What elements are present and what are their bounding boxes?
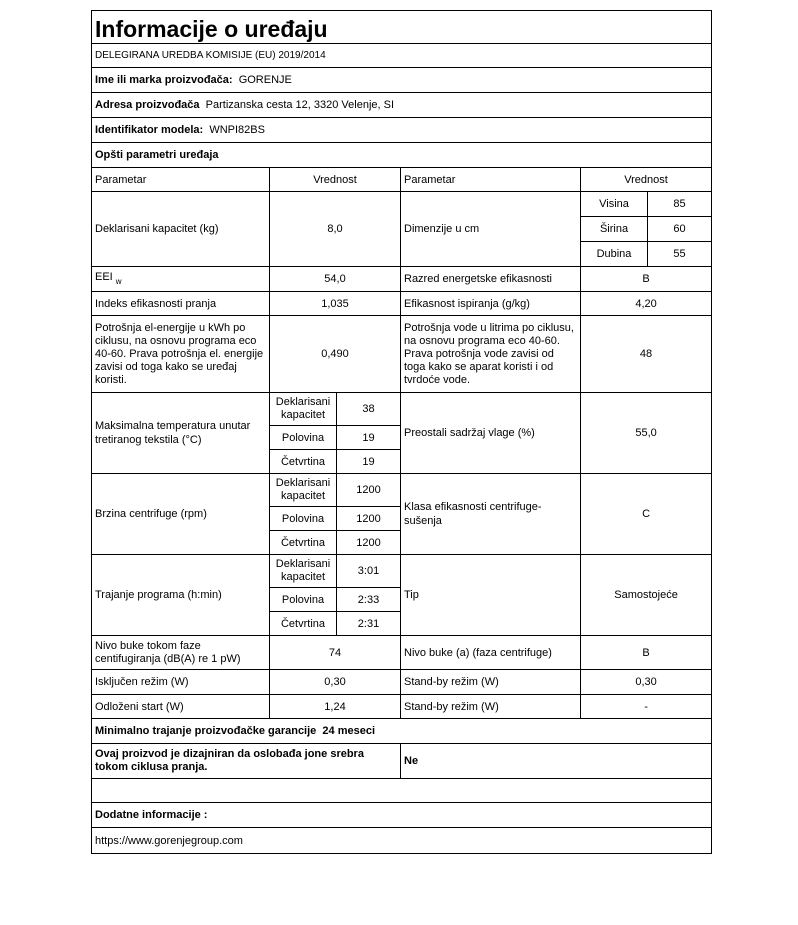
empty-row <box>92 779 712 803</box>
moisture-label: Preostali sadržaj vlage (%) <box>401 393 581 474</box>
address-row <box>92 93 712 118</box>
standby-label-2: Stand-by režim (W) <box>401 695 581 719</box>
model-value: WNPI82BS <box>209 124 265 136</box>
spin-half-label: Polovina <box>270 507 337 531</box>
max-temp-quarter-label: Četvrtina <box>270 450 337 474</box>
energy-consumption-label: Potrošnja el-energije u kWh po ciklusu, na osnovu programa eco 40-60. Prava potrošnja el. energije zavisi od toga kako se uređaj koristi. <box>92 316 270 393</box>
additional-info-label: Dodatne informacije : <box>92 803 712 828</box>
height-label: Visina <box>581 192 648 217</box>
spin-full-value: 1200 <box>337 474 401 507</box>
duration-full-value: 3:01 <box>337 555 401 588</box>
height-value: 85 <box>648 192 712 217</box>
general-section-heading: Opšti parametri uređaja <box>92 143 712 168</box>
silver-ion-value: Ne <box>401 744 712 779</box>
noise-class-value: B <box>581 636 712 670</box>
washing-index-value: 1,035 <box>270 292 401 316</box>
regulation-reference: DELEGIRANA UREDBA KOMISIJE (EU) 2019/2014 <box>92 44 712 68</box>
eei-label: EEI <box>95 270 113 283</box>
noise-value: 74 <box>270 636 401 670</box>
duration-full-label: Deklarisani kapacitet <box>270 555 337 588</box>
energy-class-label: Razred energetske efikasnosti <box>401 267 581 292</box>
spin-class-value: C <box>581 474 712 555</box>
duration-quarter-value: 2:31 <box>337 612 401 636</box>
water-consumption-value: 48 <box>581 316 712 393</box>
spin-full-label: Deklarisani kapacitet <box>270 474 337 507</box>
noise-class-label: Nivo buke (a) (faza centrifuge) <box>401 636 581 670</box>
max-temp-label: Maksimalna temperatura unutar tretiranog tekstila (°C) <box>92 393 270 474</box>
page-title: Informacije o uređaju <box>92 11 712 44</box>
noise-label: Nivo buke tokom faze centifugiranja (dB(A) re 1 pW) <box>92 636 270 670</box>
max-temp-half-value: 19 <box>337 426 401 450</box>
type-label: Tip <box>401 555 581 636</box>
type-value: Samostojeće <box>581 555 712 636</box>
max-temp-quarter-value: 19 <box>337 450 401 474</box>
water-consumption-label: Potrošnja vode u litrima po ciklusu, na osnovu programa eco 40-60. Prava potrošnja vode zavisi od toga kako se aparat koristi i od tvrdoće vode. <box>401 316 581 393</box>
address-value: Partizanska cesta 12, 3320 Velenje, SI <box>205 99 395 111</box>
delay-start-label: Odloženi start (W) <box>92 695 270 719</box>
model-row <box>92 118 712 143</box>
param-header-right: Parametar <box>401 168 581 192</box>
rinsing-label: Efikasnost ispiranja (g/kg) <box>401 292 581 316</box>
depth-value: 55 <box>648 242 712 267</box>
website-link[interactable]: https://www.gorenjegroup.com <box>92 828 712 854</box>
guarantee-value: 24 meseci <box>322 725 376 737</box>
product-info-sheet <box>91 10 712 854</box>
max-temp-full-value: 38 <box>337 393 401 426</box>
duration-quarter-label: Četvrtina <box>270 612 337 636</box>
off-mode-value: 0,30 <box>270 670 401 695</box>
energy-class-value: B <box>581 267 712 292</box>
standby-value-2: - <box>581 695 712 719</box>
washing-index-label: Indeks efikasnosti pranja <box>92 292 270 316</box>
model-label: Identifikator modela: <box>95 124 204 136</box>
off-mode-label: Isključen režim (W) <box>92 670 270 695</box>
duration-label: Trajanje programa (h:min) <box>92 555 270 636</box>
dimensions-label: Dimenzije u cm <box>401 192 581 267</box>
moisture-value: 55,0 <box>581 393 712 474</box>
address-label: Adresa proizvođača <box>95 99 200 111</box>
max-temp-full-label: Deklarisani kapacitet <box>270 393 337 426</box>
manufacturer-label: Ime ili marka proizvođača: <box>95 74 233 86</box>
capacity-label: Deklarisani kapacitet (kg) <box>92 192 270 267</box>
silver-ion-label: Ovaj proizvod je dizajniran da oslobađa jone srebra tokom ciklusa pranja. <box>92 744 401 779</box>
max-temp-half-label: Polovina <box>270 426 337 450</box>
spin-quarter-label: Četvrtina <box>270 531 337 555</box>
manufacturer-row <box>92 68 712 93</box>
standby-value-1: 0,30 <box>581 670 712 695</box>
eei-label-cell <box>92 267 270 292</box>
duration-half-value: 2:33 <box>337 588 401 612</box>
guarantee-row <box>92 719 712 744</box>
energy-consumption-value: 0,490 <box>270 316 401 393</box>
delay-start-value: 1,24 <box>270 695 401 719</box>
depth-label: Dubina <box>581 242 648 267</box>
param-header-left: Parametar <box>92 168 270 192</box>
eei-value: 54,0 <box>270 267 401 292</box>
spin-class-label: Klasa efikasnosti centrifuge-sušenja <box>401 474 581 555</box>
spin-quarter-value: 1200 <box>337 531 401 555</box>
spin-half-value: 1200 <box>337 507 401 531</box>
manufacturer-value: GORENJE <box>238 74 292 86</box>
spin-speed-label: Brzina centrifuge (rpm) <box>92 474 270 555</box>
rinsing-value: 4,20 <box>581 292 712 316</box>
width-value: 60 <box>648 217 712 242</box>
capacity-value: 8,0 <box>270 192 401 267</box>
duration-half-label: Polovina <box>270 588 337 612</box>
value-header-left: Vrednost <box>270 168 401 192</box>
guarantee-label: Minimalno trajanje proizvođačke garancije <box>95 725 317 737</box>
value-header-right: Vrednost <box>581 168 712 192</box>
standby-label-1: Stand-by režim (W) <box>401 670 581 695</box>
width-label: Širina <box>581 217 648 242</box>
eei-subscript: w <box>115 276 122 286</box>
